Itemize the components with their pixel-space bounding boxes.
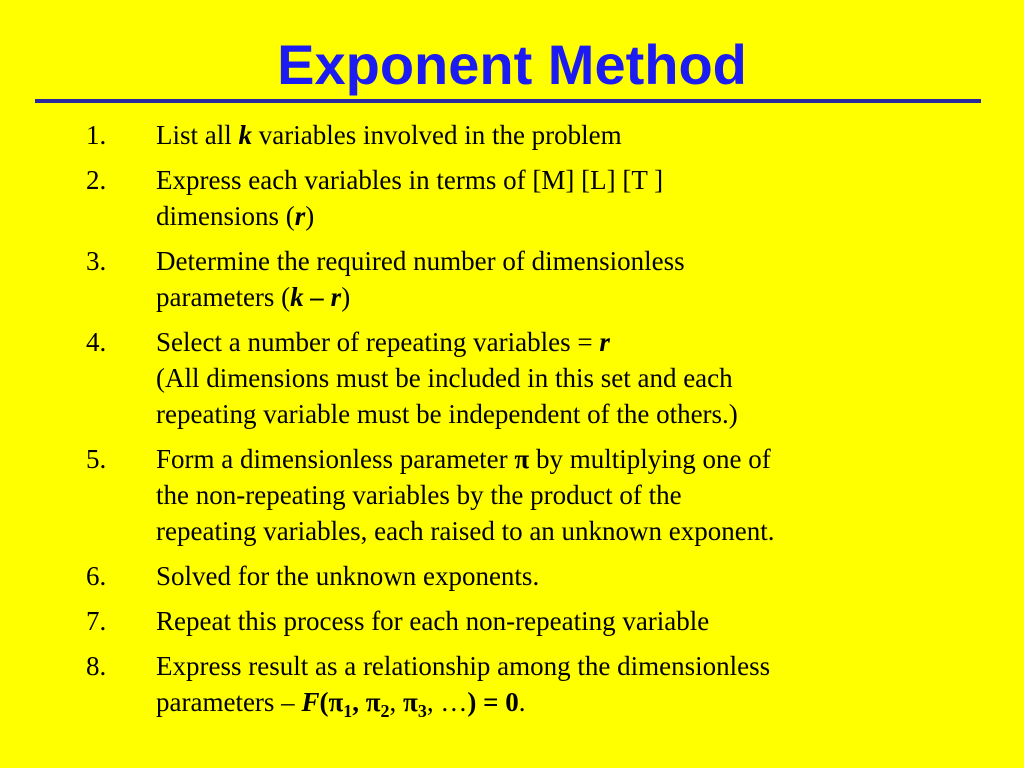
item-text: Express each variables in terms of [M] [L] [T ] dimensions (r) — [156, 165, 664, 231]
list-item-6 — [86, 558, 966, 594]
item-text: Solved for the unknown exponents. — [156, 561, 540, 591]
item-number: 1. — [86, 120, 107, 150]
list-item-4 — [86, 324, 966, 432]
list-item-1 — [86, 117, 966, 153]
pi-symbol: π — [514, 444, 530, 474]
variable-r: r — [294, 201, 306, 231]
list-item-3 — [86, 243, 966, 315]
item-number: 8. — [86, 651, 107, 681]
item-number: 7. — [86, 606, 107, 636]
variable-k: k — [238, 120, 252, 150]
list-item-8 — [86, 648, 966, 720]
item-number: 4. — [86, 327, 107, 357]
title-divider — [35, 99, 981, 103]
item-text: Express result as a relationship among the dimensionless parameters – $F(\pi_1$, $\pi_2$, $\pi_3$, …) = 0. — [156, 648, 966, 720]
item-text: Determine the required number of dimensionless parameters (k – r) — [156, 246, 685, 312]
variable-r: r — [599, 327, 610, 357]
item-text: Form a dimensionless parameter π by multiplying one of the non-repeating variables by the product of the repeating variables, each raised to an unknown exponent. — [156, 444, 775, 546]
steps-list — [86, 117, 966, 729]
list-item-7 — [86, 603, 966, 639]
list-item-5 — [86, 441, 966, 549]
item-number: 2. — [86, 165, 107, 195]
item-number: 3. — [86, 246, 107, 276]
item-number: 5. — [86, 444, 107, 474]
item-number: 6. — [86, 561, 107, 591]
item-text: List all k variables involved in the problem — [156, 120, 622, 150]
function-expression: parameters – $F(\pi_1$, $\pi_2$, $\pi_3$, …) = 0. — [156, 687, 526, 721]
list-item-2 — [86, 162, 966, 234]
item-text: Select a number of repeating variables = r (All dimensions must be included in this set and each repeating variable must be independent of the others.) — [156, 327, 738, 429]
slide-title: Exponent Method — [277, 33, 747, 96]
item-text: Repeat this process for each non-repeating variable — [156, 606, 710, 636]
expression-k-minus-r: k – r — [290, 282, 342, 312]
